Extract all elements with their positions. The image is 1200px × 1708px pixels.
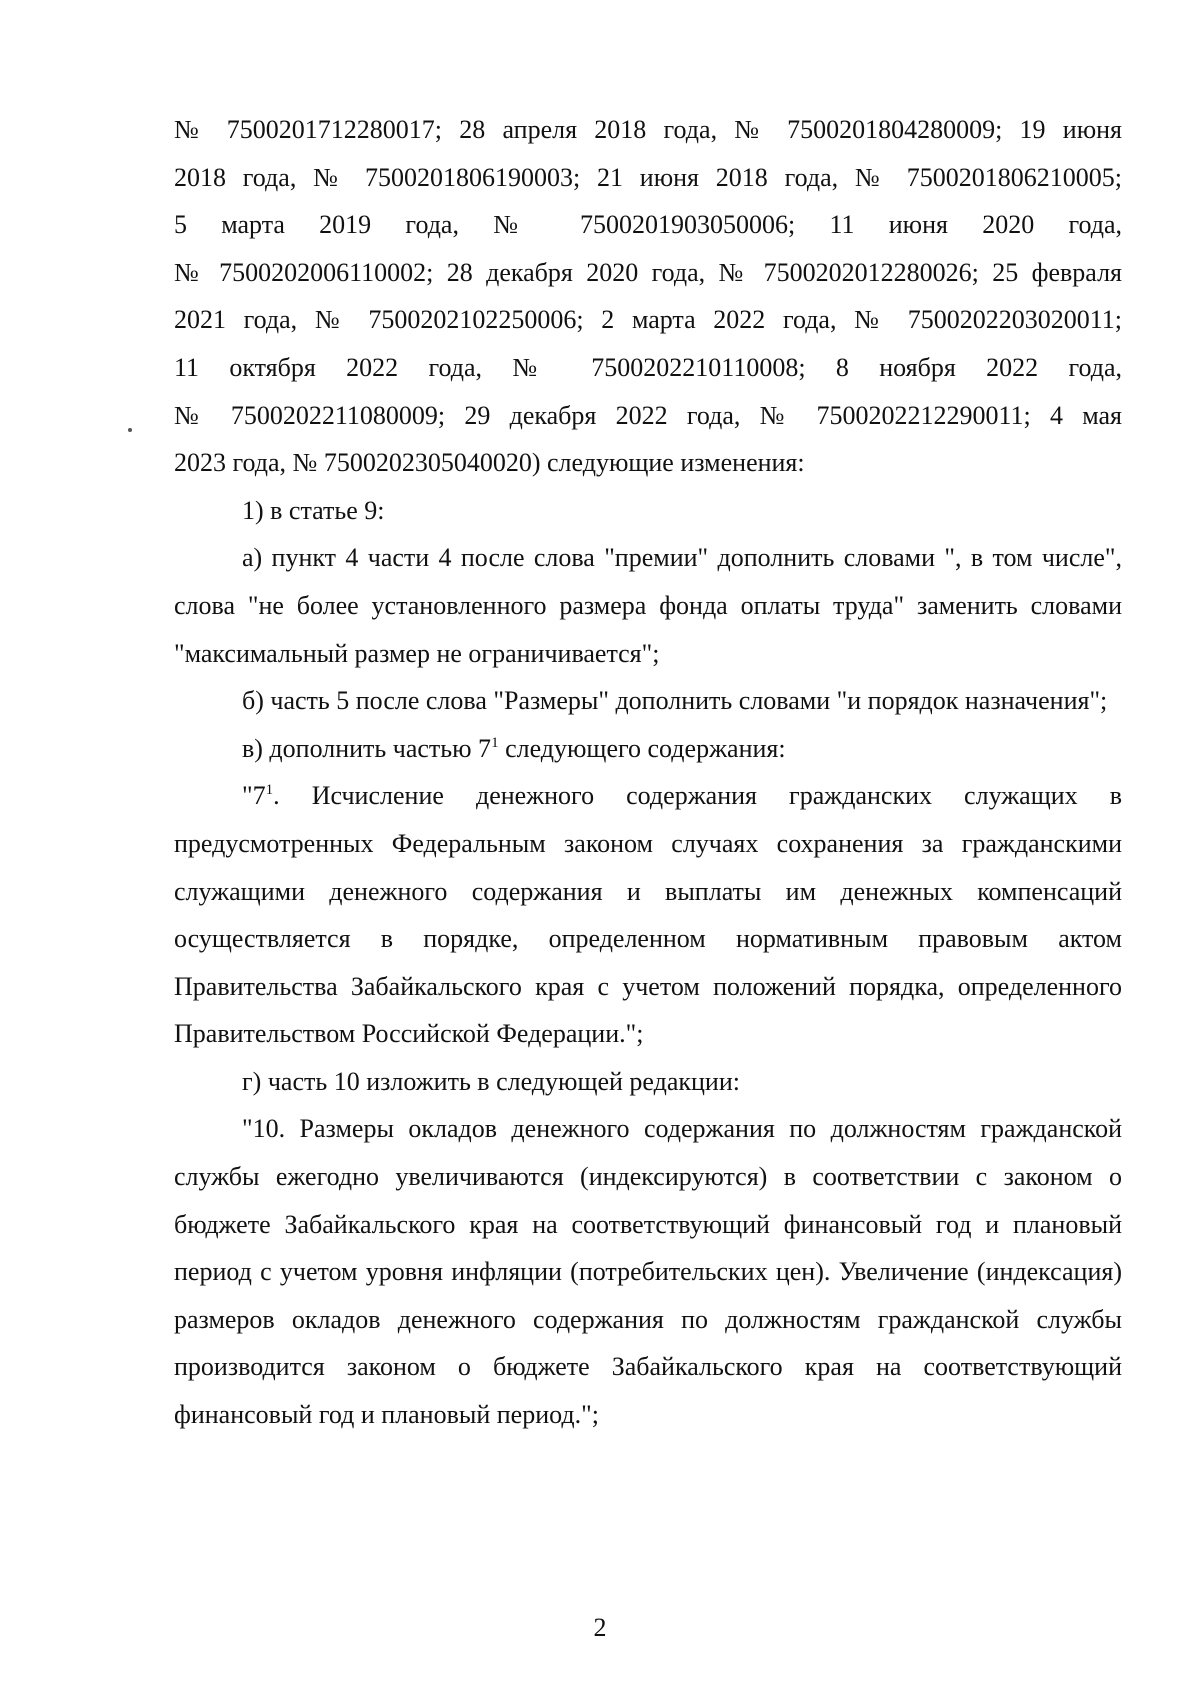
intro-paragraph — [174, 106, 1122, 487]
intro-line: № 7500202211080009; 29 декабря 2022 года, № 7500202212290011; 4 мая — [174, 400, 1122, 430]
intro-line: № 7500201712280017; 28 апреля 2018 года, № 7500201804280009; 19 июня — [174, 115, 1122, 144]
quote-part-10: "10. Размеры окладов денежного содержания по должностям гражданской службы ежегодно увеличиваются (индексируются) в соответствии с законом о бюджете Забайкальского края на соответствующий финансовый год и плановый период с учетом уровня инфляции (потребительских цен). Увеличение (индексация) размеров окладов денежного содержания по должностям гражданской службы производится законом о бюджете Забайкальского края на соответствующий финансовый год и плановый период."; — [174, 1114, 1122, 1430]
scan-speck — [128, 428, 132, 432]
quote-7-1-prefix: "7 — [242, 781, 266, 811]
item-v-text-end: следующего содержания: — [498, 733, 786, 763]
quote-7-1-superscript: 1 — [265, 782, 274, 799]
item-1: 1) в статье 9: — [242, 495, 385, 525]
intro-line: 11 октября 2022 года, № 7500202210110008; 8 ноября 2022 года, — [174, 352, 1122, 382]
intro-line: 2018 года, № 7500201806190003; 21 июня 2018 года, № 7500201806210005; — [174, 162, 1122, 192]
item-v-text: в) дополнить частью 7 — [242, 733, 492, 763]
intro-line: 2023 года, № 7500202305040020) следующие изменения: — [174, 448, 805, 478]
item-a: а) пункт 4 части 4 после слова "премии" дополнить словами ", в том числе", слова "не более установленного размера фонда оплаты труда" заменить словами "максимальный размер не ограничивается"; — [174, 543, 1122, 668]
intro-line: 5 марта 2019 года, № 7500201903050006; 11 июня 2020 года, — [174, 210, 1122, 240]
intro-line: 2021 года, № 7500202102250006; 2 марта 2022 года, № 7500202203020011; — [174, 305, 1122, 335]
item-v-superscript: 1 — [491, 734, 499, 751]
intro-line: № 7500202006110002; 28 декабря 2020 года, № 7500202012280026; 25 февраля — [174, 257, 1122, 287]
body-text — [174, 106, 1122, 1439]
item-b: б) часть 5 после слова "Размеры" дополнить словами "и порядок назначения"; — [242, 686, 1108, 716]
quote-part-7-1 — [174, 772, 1122, 1058]
item-g: г) часть 10 изложить в следующей редакции: — [242, 1066, 740, 1096]
quote-7-1-text: . Исчисление денежного содержания гражданских служащих в предусмотренных Федеральным законом случаях сохранения за гражданскими служащими денежного содержания и выплаты им денежных компенсаций осуществляется в порядке, определенном нормативным правовым актом Правительства Забайкальского края с учетом положений порядка, определенного Правительством Российской Федерации."; — [174, 781, 1122, 1049]
page-number: 2 — [593, 1613, 607, 1642]
item-v — [174, 725, 1122, 773]
